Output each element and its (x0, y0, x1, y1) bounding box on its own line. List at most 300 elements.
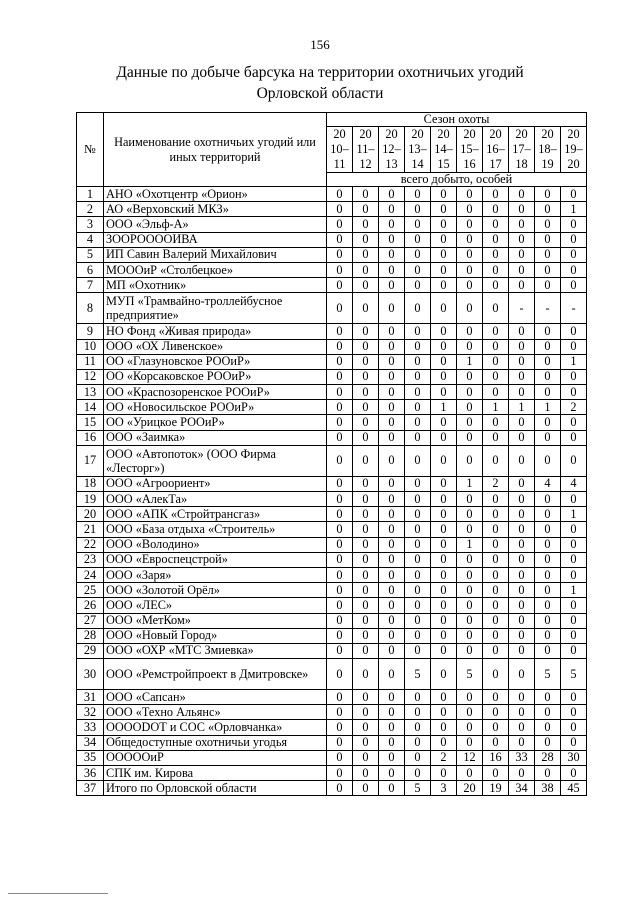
row-value-season-1: 0 (327, 598, 353, 613)
row-value-season-6: 1 (457, 476, 483, 491)
row-value-season-4: 0 (405, 552, 431, 567)
season-8-mid: 17– (512, 142, 531, 156)
row-value-season-5: 0 (431, 567, 457, 582)
row-value-season-2: 0 (353, 202, 379, 217)
table-row (77, 339, 587, 354)
title-line-2: Орловской области (256, 85, 384, 102)
table-row (77, 552, 587, 567)
table-row (77, 400, 587, 415)
row-hunting-ground-name: ООО «Эльф-А» (104, 217, 327, 232)
row-value-season-5: 0 (431, 476, 457, 491)
row-value-season-8: 1 (509, 400, 535, 415)
row-value-season-10: 0 (561, 567, 587, 582)
season-9-bot: 19 (541, 157, 554, 171)
row-value-season-7: 0 (483, 583, 509, 598)
row-value-season-7: 0 (483, 492, 509, 507)
row-value-season-2: 0 (353, 232, 379, 247)
row-value-season-1: 0 (327, 202, 353, 217)
season-4 (405, 127, 431, 173)
row-value-season-1: 0 (327, 400, 353, 415)
row-value-season-7: 0 (483, 202, 509, 217)
row-value-season-3: 0 (379, 476, 405, 491)
row-value-season-1: 0 (327, 567, 353, 582)
row-value-season-10: 45 (561, 781, 587, 796)
row-value-season-8: 0 (509, 720, 535, 735)
season-9-mid: 18– (538, 142, 557, 156)
table-row (77, 492, 587, 507)
row-value-season-2: 0 (353, 217, 379, 232)
row-value-season-6: 0 (457, 247, 483, 262)
row-value-season-3: 0 (379, 735, 405, 750)
row-value-season-1: 0 (327, 445, 353, 476)
row-number: 24 (77, 567, 104, 582)
row-value-season-1: 0 (327, 415, 353, 430)
row-value-season-9: 0 (535, 628, 561, 643)
row-number: 22 (77, 537, 104, 552)
footer-divider (8, 893, 108, 894)
season-10-mid: 19– (564, 142, 583, 156)
row-value-season-8: 0 (509, 522, 535, 537)
row-value-season-10: 5 (561, 659, 587, 690)
row-value-season-2: 0 (353, 492, 379, 507)
row-value-season-8: 0 (509, 232, 535, 247)
row-number: 4 (77, 232, 104, 247)
row-value-season-10: 0 (561, 492, 587, 507)
row-value-season-7: 0 (483, 324, 509, 339)
row-value-season-4: 0 (405, 476, 431, 491)
season-4-top: 20 (411, 127, 424, 141)
row-value-season-2: 0 (353, 415, 379, 430)
table-row (77, 247, 587, 262)
row-value-season-8: 0 (509, 766, 535, 781)
row-value-season-4: 0 (405, 750, 431, 765)
row-value-season-4: 0 (405, 400, 431, 415)
table-row (77, 293, 587, 324)
row-value-season-3: 0 (379, 643, 405, 658)
row-value-season-9: 0 (535, 766, 561, 781)
row-value-season-5: 0 (431, 598, 457, 613)
row-value-season-7: 0 (483, 247, 509, 262)
row-value-season-6: 0 (457, 293, 483, 324)
row-value-season-2: 0 (353, 613, 379, 628)
row-number: 31 (77, 690, 104, 705)
row-value-season-5: 0 (431, 202, 457, 217)
season-5 (431, 127, 457, 173)
row-hunting-ground-name: ООО «Новый Город» (104, 628, 327, 643)
season-4-mid: 13– (408, 142, 427, 156)
row-value-season-7: 0 (483, 628, 509, 643)
row-value-season-3: 0 (379, 766, 405, 781)
row-value-season-6: 0 (457, 598, 483, 613)
row-value-season-4: 0 (405, 354, 431, 369)
row-value-season-8: 0 (509, 262, 535, 277)
row-value-season-7: 0 (483, 339, 509, 354)
row-value-season-7: 0 (483, 278, 509, 293)
row-value-season-2: 0 (353, 522, 379, 537)
row-value-season-9: 0 (535, 613, 561, 628)
row-hunting-ground-name: ЗООРООООИВА (104, 232, 327, 247)
row-value-season-6: 0 (457, 369, 483, 384)
season-3-top: 20 (385, 127, 398, 141)
row-value-season-10: 0 (561, 415, 587, 430)
row-hunting-ground-name: ООО «АлекТа» (104, 492, 327, 507)
row-value-season-8: 0 (509, 492, 535, 507)
row-value-season-5: 0 (431, 705, 457, 720)
row-value-season-9: 0 (535, 643, 561, 658)
row-value-season-5: 0 (431, 766, 457, 781)
row-value-season-6: 0 (457, 583, 483, 598)
season-7-top: 20 (489, 127, 502, 141)
row-value-season-1: 0 (327, 262, 353, 277)
row-value-season-6: 0 (457, 217, 483, 232)
row-value-season-5: 0 (431, 293, 457, 324)
row-value-season-1: 0 (327, 705, 353, 720)
row-value-season-8: 0 (509, 735, 535, 750)
col-name-header: Наименование охотничьих угодий или иных территорий (104, 113, 327, 187)
table-row (77, 262, 587, 277)
row-value-season-5: 0 (431, 385, 457, 400)
row-value-season-6: 1 (457, 354, 483, 369)
row-value-season-3: 0 (379, 187, 405, 202)
row-value-season-8: 0 (509, 324, 535, 339)
row-value-season-6: 0 (457, 522, 483, 537)
row-value-season-5: 0 (431, 278, 457, 293)
row-number: 3 (77, 217, 104, 232)
season-6-bot: 16 (463, 157, 476, 171)
row-value-season-7: 0 (483, 354, 509, 369)
row-value-season-5: 1 (431, 400, 457, 415)
row-hunting-ground-name: ООО «Володино» (104, 537, 327, 552)
row-value-season-4: 0 (405, 232, 431, 247)
row-value-season-3: 0 (379, 522, 405, 537)
row-value-season-8: 0 (509, 445, 535, 476)
row-value-season-3: 0 (379, 583, 405, 598)
table-row (77, 507, 587, 522)
row-value-season-2: 0 (353, 690, 379, 705)
season-4-bot: 14 (411, 157, 424, 171)
row-value-season-7: 0 (483, 766, 509, 781)
table-row (77, 781, 587, 796)
row-value-season-6: 5 (457, 659, 483, 690)
table-row (77, 659, 587, 690)
row-value-season-9: 0 (535, 522, 561, 537)
page-number: 156 (310, 37, 330, 52)
row-value-season-3: 0 (379, 445, 405, 476)
row-number: 28 (77, 628, 104, 643)
row-value-season-2: 0 (353, 430, 379, 445)
row-value-season-8: 0 (509, 537, 535, 552)
season-header: Сезон охоты (327, 113, 587, 127)
row-value-season-8: 0 (509, 354, 535, 369)
row-value-season-4: 0 (405, 643, 431, 658)
row-value-season-7: 0 (483, 293, 509, 324)
row-number: 32 (77, 705, 104, 720)
row-value-season-1: 0 (327, 690, 353, 705)
row-value-season-4: 0 (405, 522, 431, 537)
row-value-season-4: 0 (405, 705, 431, 720)
row-value-season-4: 5 (405, 659, 431, 690)
row-value-season-8: 0 (509, 202, 535, 217)
row-value-season-9: 0 (535, 339, 561, 354)
season-3 (379, 127, 405, 173)
row-value-season-10: 0 (561, 232, 587, 247)
table-row (77, 217, 587, 232)
row-number: 1 (77, 187, 104, 202)
row-value-season-3: 0 (379, 217, 405, 232)
row-number: 15 (77, 415, 104, 430)
table-row (77, 705, 587, 720)
table-row (77, 750, 587, 765)
row-value-season-10: 0 (561, 217, 587, 232)
row-hunting-ground-name: ОО «Красnозоренское РООиР» (104, 385, 327, 400)
row-value-season-3: 0 (379, 552, 405, 567)
row-value-season-4: 0 (405, 766, 431, 781)
row-value-season-7: 0 (483, 659, 509, 690)
row-value-season-6: 0 (457, 187, 483, 202)
row-value-season-8: 0 (509, 643, 535, 658)
row-value-season-4: 0 (405, 735, 431, 750)
row-value-season-3: 0 (379, 354, 405, 369)
row-value-season-3: 0 (379, 247, 405, 262)
row-value-season-4: 0 (405, 537, 431, 552)
row-value-season-4: 0 (405, 445, 431, 476)
table-row (77, 430, 587, 445)
row-value-season-2: 0 (353, 552, 379, 567)
row-number: 36 (77, 766, 104, 781)
row-value-season-10: 0 (561, 735, 587, 750)
row-value-season-4: 0 (405, 598, 431, 613)
row-value-season-7: 0 (483, 232, 509, 247)
row-value-season-7: 0 (483, 552, 509, 567)
row-value-season-1: 0 (327, 750, 353, 765)
row-value-season-6: 0 (457, 202, 483, 217)
table-row (77, 187, 587, 202)
season-1-top: 20 (333, 127, 346, 141)
row-value-season-4: 0 (405, 247, 431, 262)
table-row (77, 522, 587, 537)
row-value-season-5: 0 (431, 552, 457, 567)
row-number: 33 (77, 720, 104, 735)
row-value-season-4: 0 (405, 583, 431, 598)
row-value-season-1: 0 (327, 354, 353, 369)
row-value-season-9: 0 (535, 705, 561, 720)
table-row (77, 369, 587, 384)
row-number: 14 (77, 400, 104, 415)
row-value-season-8: 0 (509, 476, 535, 491)
row-value-season-9: 0 (535, 232, 561, 247)
row-value-season-7: 19 (483, 781, 509, 796)
row-value-season-7: 0 (483, 415, 509, 430)
row-value-season-9: 0 (535, 598, 561, 613)
row-value-season-4: 0 (405, 217, 431, 232)
table-row (77, 583, 587, 598)
row-value-season-10: 0 (561, 537, 587, 552)
row-value-season-1: 0 (327, 492, 353, 507)
row-value-season-8: 0 (509, 415, 535, 430)
row-value-season-10: 2 (561, 400, 587, 415)
table-row (77, 613, 587, 628)
row-value-season-10: 0 (561, 324, 587, 339)
season-1 (327, 127, 353, 173)
row-value-season-7: 1 (483, 400, 509, 415)
row-value-season-1: 0 (327, 537, 353, 552)
row-value-season-3: 0 (379, 293, 405, 324)
row-value-season-3: 0 (379, 781, 405, 796)
row-hunting-ground-name: МП «Охотник» (104, 278, 327, 293)
row-value-season-9: 0 (535, 187, 561, 202)
table-row (77, 415, 587, 430)
row-value-season-5: 0 (431, 415, 457, 430)
row-value-season-7: 0 (483, 430, 509, 445)
row-number: 29 (77, 643, 104, 658)
row-value-season-9: 0 (535, 720, 561, 735)
row-value-season-3: 0 (379, 262, 405, 277)
row-value-season-8: 0 (509, 583, 535, 598)
row-value-season-1: 0 (327, 720, 353, 735)
row-value-season-1: 0 (327, 247, 353, 262)
row-value-season-10: 0 (561, 262, 587, 277)
row-value-season-2: 0 (353, 400, 379, 415)
season-10-bot: 20 (567, 157, 580, 171)
row-value-season-2: 0 (353, 781, 379, 796)
season-6-mid: 15– (460, 142, 479, 156)
row-hunting-ground-name: ОООODОТ и СОС «Орловчанка» (104, 720, 327, 735)
row-value-season-5: 0 (431, 445, 457, 476)
season-10-top: 20 (567, 127, 580, 141)
season-6-top: 20 (463, 127, 476, 141)
row-value-season-2: 0 (353, 598, 379, 613)
row-value-season-6: 0 (457, 507, 483, 522)
row-value-season-3: 0 (379, 750, 405, 765)
row-value-season-7: 0 (483, 187, 509, 202)
season-5-bot: 15 (437, 157, 450, 171)
row-value-season-10: - (561, 293, 587, 324)
row-value-season-10: 0 (561, 613, 587, 628)
row-number: 8 (77, 293, 104, 324)
row-value-season-7: 0 (483, 690, 509, 705)
row-value-season-6: 12 (457, 750, 483, 765)
season-2-bot: 12 (359, 157, 372, 171)
row-value-season-6: 0 (457, 735, 483, 750)
row-value-season-3: 0 (379, 278, 405, 293)
row-value-season-3: 0 (379, 232, 405, 247)
season-10 (561, 127, 587, 173)
row-value-season-5: 0 (431, 659, 457, 690)
badger-harvest-table (76, 112, 587, 796)
row-value-season-5: 0 (431, 522, 457, 537)
season-3-mid: 12– (382, 142, 401, 156)
row-value-season-6: 0 (457, 613, 483, 628)
row-value-season-10: 0 (561, 643, 587, 658)
row-value-season-10: 0 (561, 628, 587, 643)
row-value-season-1: 0 (327, 643, 353, 658)
row-value-season-1: 0 (327, 522, 353, 537)
row-value-season-2: 0 (353, 187, 379, 202)
row-value-season-4: 0 (405, 262, 431, 277)
row-value-season-4: 0 (405, 628, 431, 643)
row-value-season-2: 0 (353, 445, 379, 476)
row-value-season-5: 3 (431, 781, 457, 796)
row-number: 13 (77, 385, 104, 400)
row-value-season-9: 0 (535, 583, 561, 598)
row-value-season-3: 0 (379, 385, 405, 400)
row-value-season-7: 0 (483, 369, 509, 384)
row-value-season-8: 34 (509, 781, 535, 796)
row-value-season-2: 0 (353, 705, 379, 720)
row-value-season-6: 0 (457, 567, 483, 582)
row-value-season-3: 0 (379, 690, 405, 705)
table-row (77, 476, 587, 491)
row-value-season-9: 0 (535, 567, 561, 582)
row-value-season-3: 0 (379, 339, 405, 354)
row-value-season-8: 0 (509, 690, 535, 705)
row-value-season-1: 0 (327, 187, 353, 202)
row-value-season-10: 4 (561, 476, 587, 491)
season-5-mid: 14– (434, 142, 453, 156)
row-value-season-9: 38 (535, 781, 561, 796)
row-value-season-10: 0 (561, 690, 587, 705)
row-value-season-6: 0 (457, 766, 483, 781)
row-value-season-8: 0 (509, 339, 535, 354)
row-value-season-3: 0 (379, 537, 405, 552)
row-number: 26 (77, 598, 104, 613)
row-value-season-2: 0 (353, 247, 379, 262)
row-value-season-1: 0 (327, 324, 353, 339)
row-hunting-ground-name: СПК им. Кирова (104, 766, 327, 781)
table-row (77, 278, 587, 293)
row-hunting-ground-name: ООО «Агроориент» (104, 476, 327, 491)
row-value-season-6: 0 (457, 690, 483, 705)
row-value-season-3: 0 (379, 507, 405, 522)
row-value-season-2: 0 (353, 537, 379, 552)
row-value-season-8: 0 (509, 385, 535, 400)
row-value-season-7: 2 (483, 476, 509, 491)
row-value-season-10: 0 (561, 278, 587, 293)
table-row (77, 766, 587, 781)
row-value-season-4: 0 (405, 720, 431, 735)
season-9 (535, 127, 561, 173)
row-value-season-5: 0 (431, 613, 457, 628)
row-value-season-9: 0 (535, 247, 561, 262)
table-row (77, 720, 587, 735)
season-7-bot: 17 (489, 157, 502, 171)
row-value-season-2: 0 (353, 354, 379, 369)
row-value-season-9: 0 (535, 690, 561, 705)
row-value-season-10: 0 (561, 385, 587, 400)
row-value-season-5: 0 (431, 247, 457, 262)
row-value-season-10: 0 (561, 187, 587, 202)
row-hunting-ground-name: ОО «Урицкое РООиР» (104, 415, 327, 430)
row-value-season-9: 0 (535, 262, 561, 277)
row-value-season-2: 0 (353, 628, 379, 643)
row-hunting-ground-name: МУП «Трамвайно-троллейбусное предприятие» (104, 293, 327, 324)
row-value-season-10: 0 (561, 705, 587, 720)
table-row (77, 567, 587, 582)
row-value-season-9: 0 (535, 202, 561, 217)
row-number: 10 (77, 339, 104, 354)
row-value-season-1: 0 (327, 613, 353, 628)
row-value-season-4: 0 (405, 278, 431, 293)
row-value-season-3: 0 (379, 598, 405, 613)
row-value-season-4: 0 (405, 339, 431, 354)
row-value-season-5: 0 (431, 720, 457, 735)
col-number-header: № (77, 113, 104, 187)
row-hunting-ground-name: ООО «Ремстройпроект в Дмитровске» (104, 659, 327, 690)
row-value-season-6: 0 (457, 232, 483, 247)
row-number: 6 (77, 262, 104, 277)
row-number: 23 (77, 552, 104, 567)
table-row (77, 690, 587, 705)
